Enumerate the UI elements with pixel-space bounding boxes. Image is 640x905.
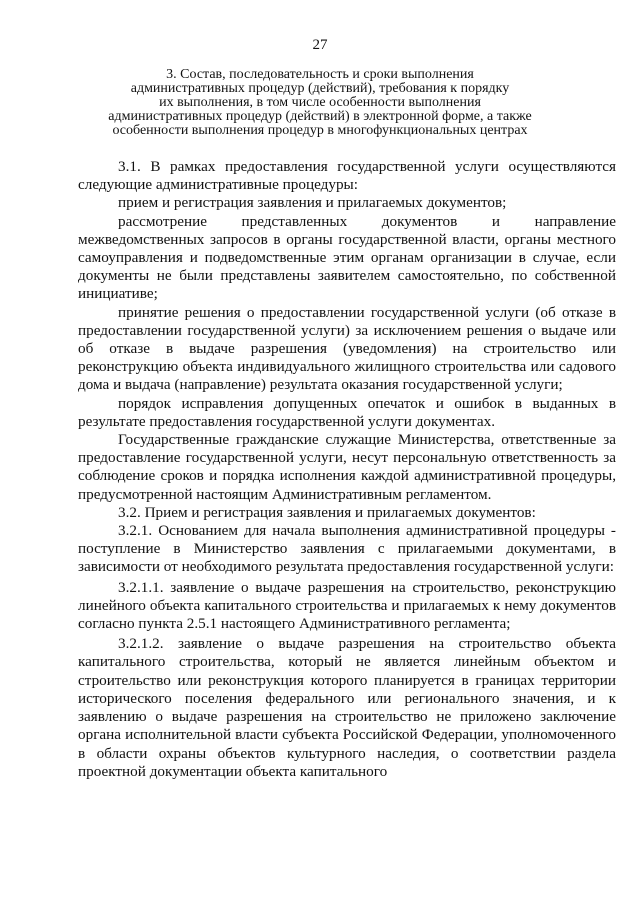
list-item-procedure: рассмотрение представленных документов и направление межведомственных запросов в органы государственной власти, органы местного самоуправления и подведомственные этим органам организации в случае, если документы не были представлены заявителем самостоятельно, по собственной инициативе; (78, 212, 616, 303)
paragraph-responsibility: Государственные гражданские служащие Министерства, ответственные за предоставление государственной услуги, несут персональную ответственность за соблюдение сроков и порядка исполнения каждой административной процедуры, предусмотренной настоящим Административным регламентом. (78, 431, 616, 503)
list-item-procedure: порядок исправления допущенных опечаток и ошибок в выданных в результате предоставления государственной услуги документах. (78, 394, 616, 430)
paragraph-3-2-1-1: 3.2.1.1. заявление о выдаче разрешения на строительство, реконструкцию линейного объекта капитального строительства и прилагаемых к нему документов согласно пункта 2.5.1 настоящего Административного регламента; (78, 578, 616, 633)
section-heading (100, 68, 540, 138)
heading-line: особенности выполнения процедур в многофункциональных центрах (112, 123, 528, 138)
heading-line: административных процедур (действий) в электронной форме, а также (108, 109, 532, 124)
list-item-procedure: прием и регистрация заявления и прилагаемых документов; (118, 194, 507, 212)
heading-line: административных процедур (действий), требования к порядку (130, 81, 510, 96)
body-text (78, 158, 616, 781)
paragraph-3-2: 3.2. Прием и регистрация заявления и прилагаемых документов: (118, 503, 536, 521)
heading-line: их выполнения, в том числе особенности выполнения (159, 95, 481, 110)
paragraph-3-1: 3.1. В рамках предоставления государственной услуги осуществляются следующие административные процедуры: (78, 158, 616, 194)
heading-line: 3. Состав, последовательность и сроки выполнения (166, 67, 474, 82)
list-item-procedure: принятие решения о предоставлении государственной услуги (об отказе в предоставлении государственной услуги) за исключением решения о выдаче или об отказе в выдаче разрешения (уведомления) на строительство или реконструкцию объекта индивидуального жилищного строительства или садового дома и выдача (направление) результата оказания государственной услуги; (78, 303, 616, 394)
page-number: 27 (312, 37, 328, 53)
paragraph-3-2-1-2: 3.2.1.2. заявление о выдаче разрешения на строительство объекта капитального строительства, который не является линейным объектом и строительство или реконструкция которого планируется в границах территории исторического поселения федерального или регионального значения, и к заявлению о выдаче разрешения на строительство не приложено заключение органа исполнительной власти субъекта Российской Федерации, уполномоченного в области охраны объектов культурного наследия, о соответствии раздела проектной документации объекта капитального (78, 635, 616, 780)
paragraph-3-2-1: 3.2.1. Основанием для начала выполнения административной процедуры - поступление в Министерство заявления с прилагаемыми документами, в зависимости от необходимого результата предоставления государственной услуги: (78, 522, 616, 576)
